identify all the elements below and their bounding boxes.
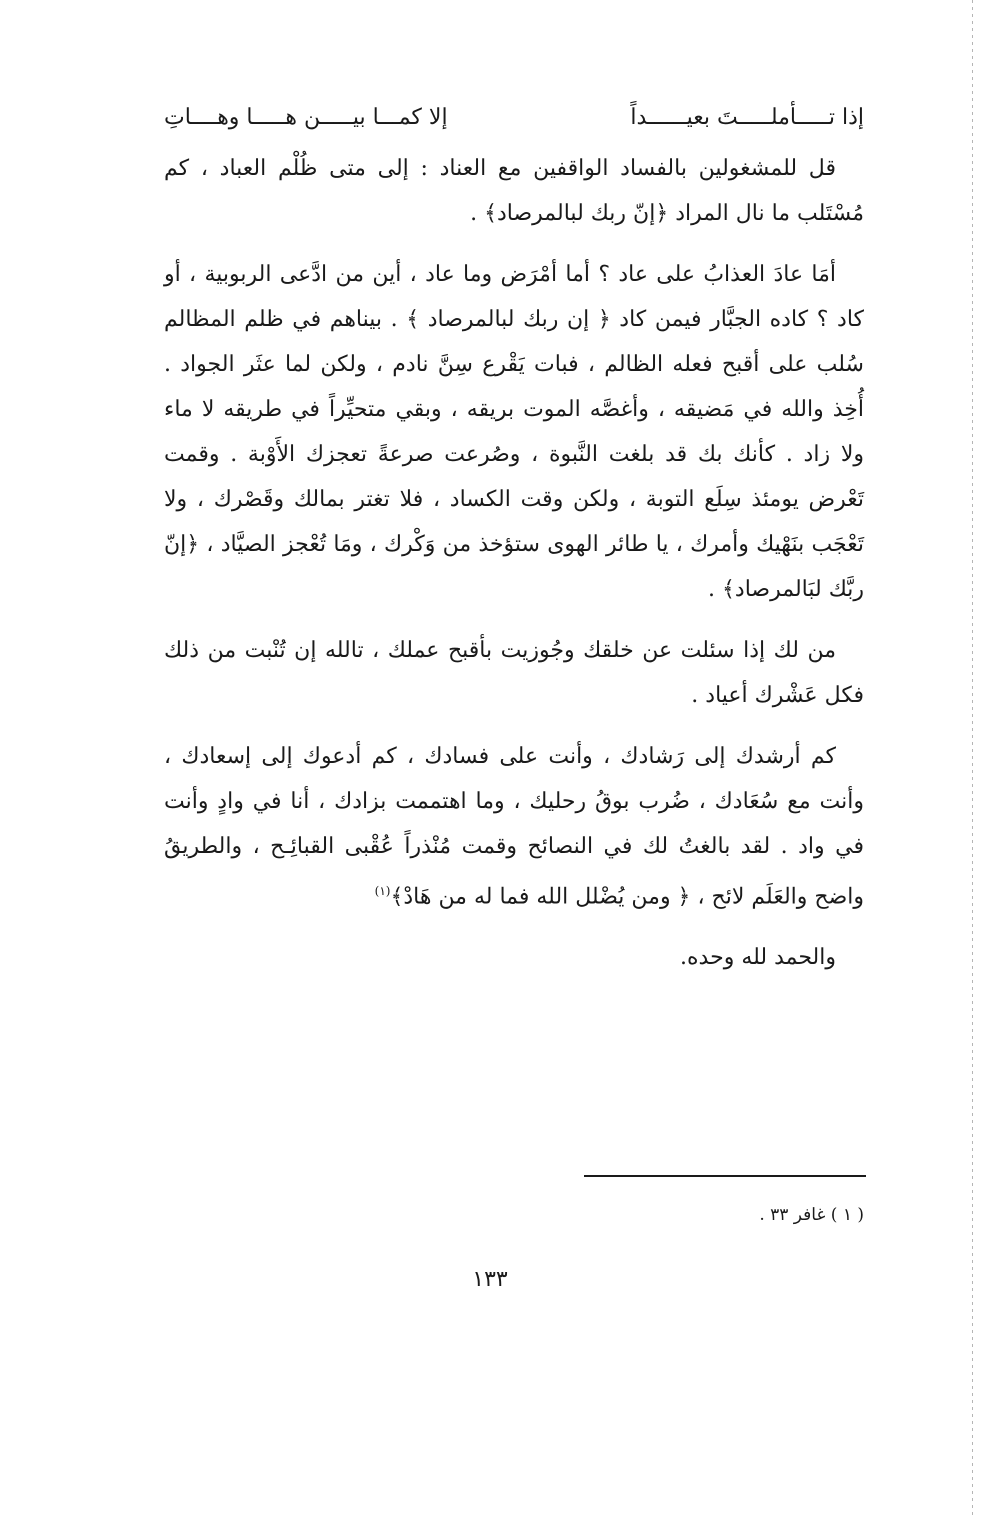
page-number: ١٣٣: [472, 1267, 508, 1292]
verse-second-hemistich: إلا كمـــا بيـــــن هـــــا وهــــاتِ: [164, 105, 448, 130]
verse-first-hemistich: إذا تـــــأملـــــتَ بعيــــــداً: [630, 105, 864, 130]
page-body: [164, 96, 864, 996]
paragraph-1: قل للمشغولين بالفساد الواقفين مع العناد : إلى متى ظُلْم العباد ، كم مُسْتَلب ما نال المراد ﴿إنّ ربك لبالمرصاد﴾ .: [164, 156, 864, 226]
paragraph-4-text: كم أرشدك إلى رَشادك ، وأنت على فسادك ، كم أدعوك إلى إسعادك ، وأنت مع سُعَادك ، ضُرب بوقُ رحليك ، وما اهتممت بزادك ، أنا في وادٍ وأنت في واد . لقد بالغتُ لك في النصائح وقمت مُنْذراً عُقْبى القبائِـح ، والطريقُ واضح والعَلَم لائح ، ﴿ ومن يُضْلل الله فما له من هَادْ﴾: [164, 744, 865, 910]
paragraph-4: [164, 734, 864, 919]
footnote-reference: (١): [374, 884, 391, 898]
poem-verse: [164, 96, 864, 140]
footnote: ( ١ ) غافر ٣٣ .: [759, 1205, 864, 1225]
scan-edge-line: [972, 0, 973, 1517]
paragraph-5: والحمد لله وحده.: [680, 945, 836, 971]
paragraph-2: أمَا عادَ العذابُ على عاد ؟ أما أمْرَض وما عاد ، أين من ادَّعى الربوبية ، أو كاد ؟ كاده الجبَّار فيمن كاد ﴿ إن ربك لبالمرصاد ﴾ . بيناهم في ظلم المظالم سُلب على أقبح فعله الظالم ، فبات يَقْرع سِنَّ نادم ، ولكن لما عثَر الجواد . أُخِذ والله في مَضيقه ، وأغصَّه الموت بريقه ، وبقي متحيِّراً في طريقه لا ماء ولا زاد . كأنك بك قد بلغت النَّبوة ، وصُرعت صرعةً تعجزك الأَوْبة . وقمت تَعْرض يومئذ سِلَع التوبة ، ولكن وقت الكساد ، فلا تغتر بمالك وقَصْرك ، ولا تَعْجَب بنَهْيك وأمرك ، يا طائر الهوى ستؤخذ من وَكْرك ، ومَا تُعْجز الصيَّاد ، ﴿إنّ ربَّك لبَالمرصاد﴾ .: [164, 262, 864, 602]
footnote-divider: [584, 1175, 866, 1177]
paragraph-3: من لك إذا سئلت عن خلقك وجُوزيت بأقبح عملك ، تالله إن تُنْبت من ذلك فكل عَشْرك أعياد .: [164, 638, 864, 708]
